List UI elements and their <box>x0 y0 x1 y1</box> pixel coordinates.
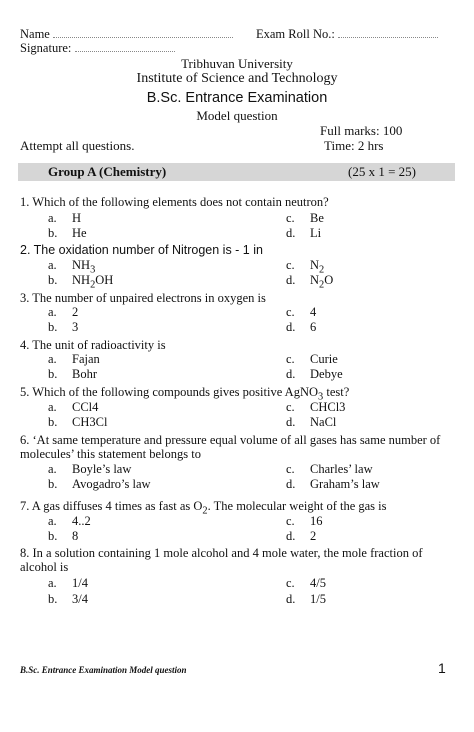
option-text: Graham’s law <box>310 477 380 491</box>
option-d <box>286 367 343 382</box>
footer-text: B.Sc. Entrance Examination Model question <box>20 665 187 675</box>
option-a <box>48 462 131 477</box>
option-label: b. <box>48 529 58 543</box>
option-b <box>48 226 87 241</box>
group-marks: (25 x 1 = 25) <box>348 164 416 179</box>
option-a <box>48 305 78 320</box>
question-stem: 8. In a solution containing 1 mole alcohol and 4 mole water, the mole fraction of alcohol is <box>20 546 423 574</box>
option-label: a. <box>48 258 57 272</box>
option-b <box>48 529 78 544</box>
page-number: 1 <box>438 660 446 676</box>
option-label: b. <box>48 592 58 606</box>
question-stem: 4. The unit of radioactivity is <box>20 338 166 352</box>
option-a <box>48 400 98 415</box>
option-text: $NH_2OH$ <box>72 273 114 291</box>
option-text: 3/4 <box>72 592 88 606</box>
option-text: 1/5 <box>310 592 326 606</box>
option-label: b. <box>48 415 58 429</box>
option-text: CCl4 <box>72 400 99 414</box>
option-text: Avogadro’s law <box>72 477 151 491</box>
option-label: c. <box>286 400 295 414</box>
option-label: d. <box>286 592 296 606</box>
option-text: Charles’ law <box>310 462 373 476</box>
option-text: Debye <box>310 367 343 381</box>
group-header-bar <box>18 163 455 181</box>
option-label: b. <box>48 367 58 381</box>
option-text: 2 <box>310 529 317 543</box>
option-label: a. <box>48 211 57 225</box>
option-label: c. <box>286 305 295 319</box>
option-label: c. <box>286 258 295 272</box>
option-label: d. <box>286 367 296 381</box>
option-text: $N_2O$ <box>310 273 334 291</box>
option-label: a. <box>48 305 57 319</box>
option-b <box>48 592 88 607</box>
option-d <box>286 320 316 335</box>
roll-field <box>256 27 438 42</box>
option-text: Fajan <box>72 352 100 366</box>
option-text: Be <box>310 211 324 225</box>
option-label: b. <box>48 273 58 287</box>
question-stem: 3. The number of unpaired electrons in oxygen is <box>20 291 266 305</box>
instructions: Attempt all questions. <box>20 138 135 153</box>
option-label: d. <box>286 226 296 240</box>
option-text: CHCl3 <box>310 400 346 414</box>
question-stem: 6. ‘At same temperature and pressure equal volume of all gases has same number of molecules’ this statement belongs to <box>20 433 441 461</box>
option-text: Boyle’s law <box>72 462 132 476</box>
option-label: b. <box>48 226 58 240</box>
full-marks: Full marks: 100 <box>320 123 403 138</box>
option-a <box>48 514 91 529</box>
option-text: Bohr <box>72 367 97 381</box>
question-stem: 2. The oxidation number of Nitrogen is - 1 in <box>20 243 263 257</box>
group-title: Group A (Chemistry) <box>48 164 167 179</box>
option-b <box>48 477 151 492</box>
signature-label: Signature: <box>20 41 72 55</box>
option-a <box>48 211 81 226</box>
option-text: 2 <box>72 305 79 319</box>
option-text: 4/5 <box>310 576 326 590</box>
option-label: d. <box>286 320 296 334</box>
option-label: c. <box>286 352 295 366</box>
option-text: 3 <box>72 320 79 334</box>
roll-label: Exam Roll No.: <box>256 27 335 41</box>
option-text: 6 <box>310 320 317 334</box>
option-text: 1/4 <box>72 576 88 590</box>
option-label: c. <box>286 211 295 225</box>
option-a <box>48 352 100 367</box>
option-label: a. <box>48 576 57 590</box>
option-text: Curie <box>310 352 338 366</box>
signature-field <box>20 41 175 56</box>
option-d <box>286 415 336 430</box>
option-label: d. <box>286 273 296 287</box>
question-stem: 7. A gas diffuses 4 times as fast as $O_2$. The molecular weight of the gas is <box>20 499 387 517</box>
option-label: a. <box>48 462 57 476</box>
option-text: 4..2 <box>72 514 91 528</box>
institute-name: Institute of Science and Technology <box>136 71 338 86</box>
name-label: Name <box>20 27 50 41</box>
option-b <box>48 273 113 291</box>
option-b <box>48 415 107 430</box>
option-label: c. <box>286 514 295 528</box>
option-text: Li <box>310 226 322 240</box>
name-blank <box>53 27 233 38</box>
option-d <box>286 592 326 607</box>
question-stem: 1. Which of the following elements does not contain neutron? <box>20 195 329 209</box>
option-c <box>286 400 345 415</box>
option-text: H <box>72 211 82 225</box>
option-label: c. <box>286 462 295 476</box>
option-c <box>286 352 338 367</box>
option-b <box>48 367 97 382</box>
option-c <box>286 211 324 226</box>
time-allowed: Time: 2 hrs <box>324 138 384 153</box>
option-label: c. <box>286 576 295 590</box>
option-text: CH3Cl <box>72 415 108 429</box>
option-b <box>48 320 78 335</box>
option-text: $N_2$ <box>310 258 325 276</box>
name-field <box>20 27 233 42</box>
option-text: 4 <box>310 305 317 319</box>
exam-subtitle: Model question <box>196 108 278 123</box>
option-d <box>286 477 380 492</box>
signature-blank <box>75 41 175 52</box>
option-label: b. <box>48 320 58 334</box>
option-label: d. <box>286 477 296 491</box>
option-d <box>286 529 316 544</box>
option-label: a. <box>48 352 57 366</box>
option-label: a. <box>48 514 57 528</box>
option-text: NaCl <box>310 415 337 429</box>
option-text: He <box>72 226 87 240</box>
option-text: 8 <box>72 529 79 543</box>
option-label: a. <box>48 400 57 414</box>
option-c <box>286 514 323 529</box>
option-d <box>286 273 333 291</box>
option-c <box>286 305 316 320</box>
exam-title: B.Sc. Entrance Examination <box>146 90 328 106</box>
option-label: b. <box>48 477 58 491</box>
question-stem: 5. Which of the following compounds gives positive AgNO$_3$ test? <box>20 385 350 403</box>
option-c <box>286 462 373 477</box>
option-a <box>48 576 88 591</box>
option-d <box>286 226 321 241</box>
university-name: Tribhuvan University <box>181 56 293 71</box>
option-label: d. <box>286 529 296 543</box>
option-text: 16 <box>310 514 323 528</box>
option-label: d. <box>286 415 296 429</box>
option-text: $NH_3$ <box>72 258 96 276</box>
option-c <box>286 576 326 591</box>
roll-blank <box>338 27 438 38</box>
